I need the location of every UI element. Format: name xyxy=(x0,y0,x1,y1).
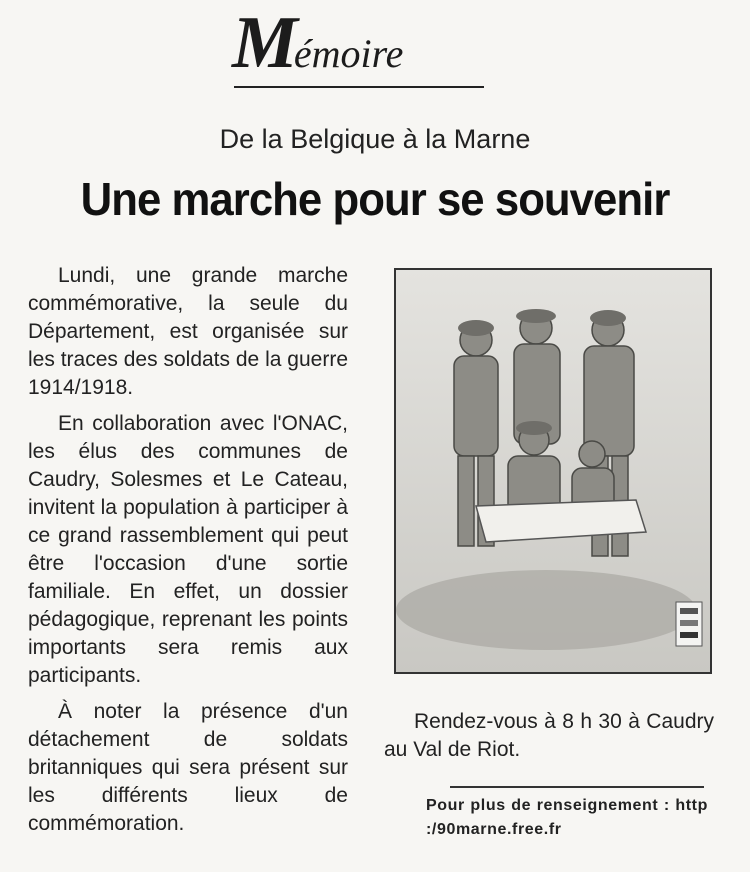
paragraph: En collaboration avec l'ONAC, les élus des communes de Caudry, Solesmes et Le Cateau, invitent la population à participer à ce grand rassemblement qui peut être l'occasion d'une sortie familiale. En effet, un dossier pédagogique, reprenant les points importants sera remis aux participants. xyxy=(28,412,348,687)
separator-rule xyxy=(450,786,704,788)
kicker: De la Belgique à la Marne xyxy=(219,124,531,154)
rubric-underline xyxy=(234,86,484,88)
article-body xyxy=(28,262,348,846)
poster-illustration xyxy=(396,270,710,672)
caption: Rendez-vous à 8 h 30 à Caudry au Val de Riot. xyxy=(384,710,714,761)
paragraph: À noter la présence d'un détachement de soldats britanniques qui sera présent sur les différents lieux de commémoration. xyxy=(28,700,348,835)
section-rubric xyxy=(232,2,494,84)
headline: Une marche pour se souvenir xyxy=(80,173,670,225)
poster-photo xyxy=(394,268,712,674)
rubric-rest: émoire xyxy=(293,31,404,76)
rubric-initial: M xyxy=(232,2,296,84)
paragraph: Lundi, une grande marche commémorative, la seule du Département, est organisée sur les traces des soldats de la guerre 1914/1918. xyxy=(28,264,348,399)
info-box: Pour plus de renseignement : http :/90marne.free.fr xyxy=(426,797,708,838)
